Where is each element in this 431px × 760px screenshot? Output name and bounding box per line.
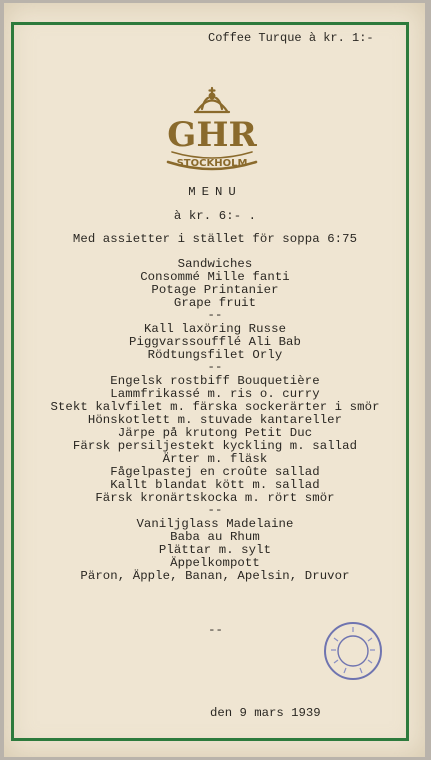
menu-title: MENU bbox=[188, 185, 242, 199]
menu-item: Baba au Rhum bbox=[170, 530, 260, 544]
menu-item: Kallt blandat kött m. sallad bbox=[110, 478, 320, 492]
menu-item: Fågelpastej en croûte sallad bbox=[110, 465, 320, 479]
menu-item: Engelsk rostbiff Bouquetière bbox=[110, 374, 320, 388]
menu-separator: -- bbox=[207, 308, 223, 322]
menu-item: Färsk kronärtskocka m. rört smör bbox=[95, 491, 335, 505]
menu-item: Kall laxöring Russe bbox=[143, 322, 287, 336]
menu-separator: -- bbox=[208, 623, 223, 637]
menu-item: Färsk persiljestekt kyckling m. sallad bbox=[72, 439, 358, 453]
coffee-price-line: Coffee Turque à kr. 1:- bbox=[208, 31, 374, 45]
archive-stamp bbox=[322, 620, 384, 682]
menu-date: den 9 mars 1939 bbox=[210, 706, 321, 720]
menu-price: à kr. 6:- . bbox=[173, 209, 257, 223]
menu-item: Äppelkompott bbox=[170, 556, 260, 570]
menu-note: Med assietter i stället för soppa 6:75 bbox=[72, 232, 358, 246]
menu-item: Hönskotlett m. stuvade kantareller bbox=[87, 413, 343, 427]
menu-item: Sandwiches bbox=[177, 257, 253, 271]
menu-item: Potage Printanier bbox=[151, 283, 279, 297]
menu-item: Consommé Mille fanti bbox=[140, 270, 290, 284]
menu-item: Ärter m. fläsk bbox=[162, 452, 268, 466]
logo-city: STOCKHOLM bbox=[176, 158, 248, 169]
menu-separator: -- bbox=[207, 360, 223, 374]
menu-item: Rödtungsfilet Orly bbox=[147, 348, 283, 362]
menu-item: Vaniljglass Madelaine bbox=[136, 517, 294, 531]
menu-separator: -- bbox=[207, 503, 223, 517]
menu-item: Päron, Äpple, Banan, Apelsin, Druvor bbox=[80, 569, 350, 583]
menu-item: Grape fruit bbox=[173, 296, 257, 310]
menu-item: Stekt kalvfilet m. färska sockerärter i smör bbox=[50, 400, 380, 414]
menu-item: Plättar m. sylt bbox=[158, 543, 272, 557]
menu-item: Piggvarssoufflé Ali Bab bbox=[128, 335, 302, 349]
menu-body bbox=[14, 186, 416, 583]
hotel-crest-logo bbox=[162, 84, 262, 174]
menu-item: Järpe på krutong Petit Duc bbox=[117, 426, 313, 440]
logo-monogram: GHR bbox=[167, 115, 257, 155]
menu-item: Lammfrikassé m. ris o. curry bbox=[110, 387, 320, 401]
menu-sections bbox=[14, 258, 416, 583]
